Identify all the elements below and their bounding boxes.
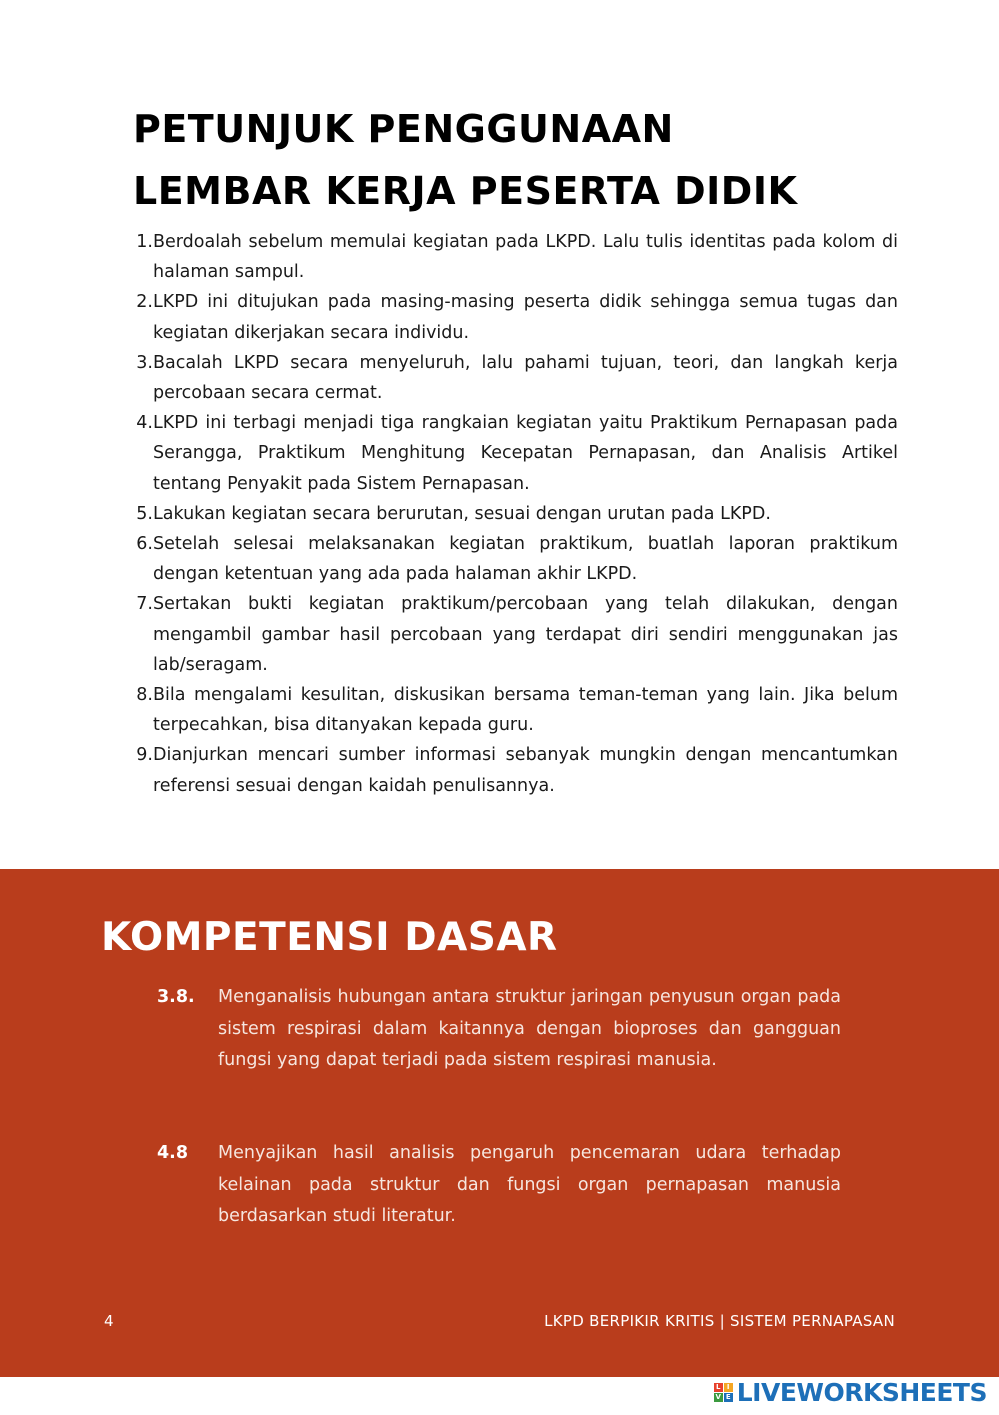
liveworksheets-grid-icon [714, 1383, 733, 1402]
kompetensi-item-text: Menganalisis hubungan antara struktur jaringan penyusun organ pada sistem respirasi dalam kaitannya dengan bioproses dan gangguan fungsi yang dapat terjadi pada sistem respirasi manusia. [218, 987, 841, 1070]
page-title-line-2: LEMBAR KERJA PESERTA DIDIK [133, 169, 798, 213]
liveworksheets-brand-text: LIVEWORKSHEETS [736, 1377, 987, 1407]
list-item-number: 4. [136, 413, 153, 434]
list-item-text: LKPD ini ditujukan pada masing-masing peserta didik sehingga semua tugas dan kegiatan dikerjakan secara individu. [153, 292, 898, 343]
list-item [133, 680, 898, 740]
list-item [133, 589, 898, 680]
list-item-text: LKPD ini terbagi menjadi tiga rangkaian kegiatan yaitu Praktikum Pernapasan pada Serangga, Praktikum Menghitung Kecepatan Pernapasan, dan Analisis Artikel tentang Penyakit pada Sistem Pernapasan. [153, 413, 898, 494]
grid-cell-v: V [715, 1392, 721, 1401]
list-item [133, 227, 898, 287]
list-item-number: 9. [136, 745, 153, 766]
list-item-text: Bacalah LKPD secara menyeluruh, lalu pahami tujuan, teori, dan langkah kerja percobaan secara cermat. [153, 352, 898, 404]
grid-cell-l: L [714, 1383, 723, 1392]
list-item-text: Sertakan bukti kegiatan praktikum/percobaan yang telah dilakukan, dengan mengambil gambar hasil percobaan yang terdapat diri sendiri menggunakan jas lab/seragam. [153, 594, 898, 675]
kompetensi-item [157, 1138, 841, 1233]
list-item [133, 529, 898, 589]
kompetensi-title: KOMPETENSI DASAR [101, 915, 558, 960]
kompetensi-item-text: Menyajikan hasil analisis pengaruh pencemaran udara terhadap kelainan pada struktur dan fungsi organ pernapasan manusia berdasarkan studi literatur. [218, 1143, 841, 1226]
page-title [133, 98, 953, 222]
list-item-text: Setelah selesai melaksanakan kegiatan praktikum, buatlah laporan praktikum dengan ketentuan yang ada pada halaman akhir LKPD. [153, 534, 898, 585]
list-item-text: Bila mengalami kesulitan, diskusikan bersama teman-teman yang lain. Jika belum terpecahkan, bisa ditanyakan kepada guru. [153, 685, 898, 736]
page-title-line-1: PETUNJUK PENGGUNAAN [133, 107, 674, 151]
list-item [133, 408, 898, 499]
list-item-text: Berdoalah sebelum memulai kegiatan pada LKPD. Lalu tulis identitas pada kolom di halaman sampul. [153, 232, 898, 283]
list-item [133, 740, 898, 800]
list-item-number: 2. [136, 292, 153, 313]
list-item-number: 7. [136, 594, 153, 615]
grid-cell-e: E [724, 1393, 733, 1402]
kompetensi-item [157, 982, 841, 1077]
list-item-text: Lakukan kegiatan secara berurutan, sesuai dengan urutan pada LKPD. [153, 503, 771, 524]
list-item-number: 1. [136, 232, 153, 252]
list-item [133, 499, 898, 529]
list-item-number: 8. [136, 685, 153, 706]
footer-doc-title: LKPD BERPIKIR KRITIS | SISTEM PERNAPASAN [544, 1312, 895, 1330]
kompetensi-item-number: 4.8 [157, 1143, 189, 1163]
grid-cell-i: I [724, 1383, 733, 1392]
page-number: 4 [104, 1312, 114, 1330]
list-item-number: 6. [136, 534, 153, 555]
list-item [133, 348, 898, 408]
list-item-number: 5. [136, 503, 153, 524]
list-item [133, 287, 898, 347]
instructions-list [133, 227, 898, 801]
liveworksheets-logo [714, 1377, 987, 1407]
list-item-number: 3. [136, 352, 153, 373]
kompetensi-item-number: 3.8. [157, 987, 195, 1007]
list-item-text: Dianjurkan mencari sumber informasi sebanyak mungkin dengan mencantumkan referensi sesuai dengan kaidah penulisannya. [153, 745, 898, 796]
